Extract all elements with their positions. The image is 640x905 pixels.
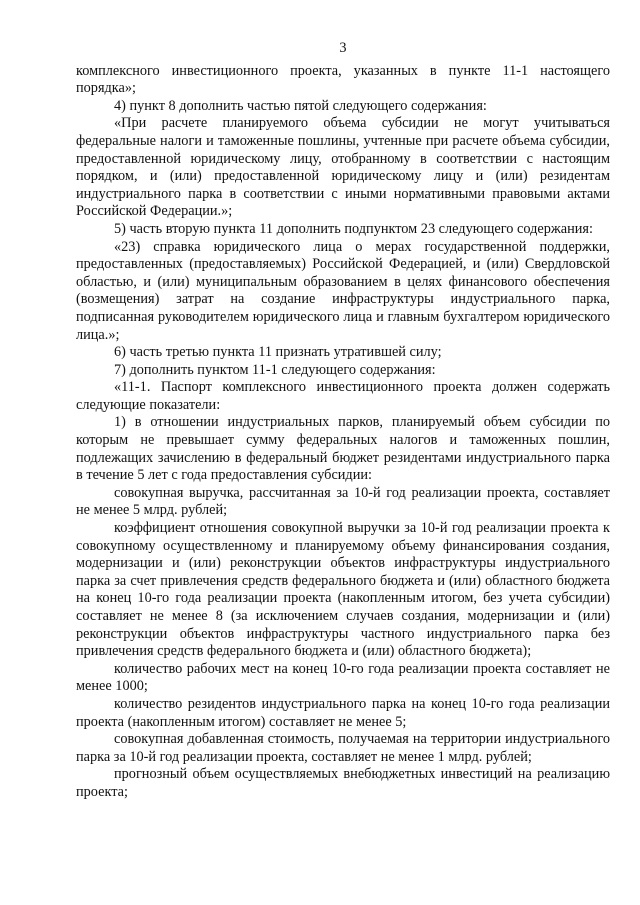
document-page	[76, 40, 610, 802]
paragraph: совокупная добавленная стоимость, получаемая на территории индустриального парка за 10-й год реализации проекта, составляет не менее 1 млрд. рублей;	[76, 731, 610, 765]
paragraph: «11-1. Паспорт комплексного инвестиционного проекта должен содержать следующие показатели:	[76, 379, 610, 413]
paragraph: 1) в отношении индустриальных парков, планируемый объем субсидии по которым не превышает сумму федеральных налогов и таможенных пошлин, подлежащих зачислению в федеральный бюджет резидентами индустриального парка в течение 5 лет с года предоставления субсидии:	[76, 414, 610, 484]
paragraph: количество резидентов индустриального парка на конец 10-го года реализации проекта (накопленным итогом) составляет не менее 5;	[76, 695, 610, 730]
paragraph: количество рабочих мест на конец 10-го года реализации проекта составляет не менее 1000;	[76, 660, 610, 695]
page-number: 3	[339, 40, 347, 56]
document-body	[76, 63, 610, 802]
paragraph: 7) дополнить пунктом 11-1 следующего содержания:	[114, 361, 436, 378]
paragraph: комплексного инвестиционного проекта, указанных в пункте 11-1 настоящего порядка»;	[76, 62, 610, 97]
paragraph: 5) часть вторую пункта 11 дополнить подпунктом 23 следующего содержания:	[114, 220, 593, 237]
paragraph: коэффициент отношения совокупной выручки за 10-й год реализации проекта к совокупному осуществленному и планируемому объему финансирования создания, модернизации и (или) реконструкции объектов инфраструктуры индустриального парка за счет привлечения средств федерального бюджета и (или) областного бюджета на конец 10-го года реализации проекта (накопленным итогом, без учета субсидии) составляет не менее 8 (за исключением случаев создания, модернизации и (или) реконструкции объектов инфраструктуры частного индустриального парка без привлечения средств федерального бюджета и (или) областного бюджета);	[76, 520, 610, 660]
paragraph: совокупная выручка, рассчитанная за 10-й год реализации проекта, составляет не менее 5 млрд. рублей;	[76, 484, 610, 519]
paragraph: прогнозный объем осуществляемых внебюджетных инвестиций на реализацию проекта;	[76, 766, 610, 800]
paragraph: 6) часть третью пункта 11 признать утратившей силу;	[114, 344, 442, 361]
paragraph: «При расчете планируемого объема субсидии не могут учитываться федеральные налоги и таможенные пошлины, учтенные при расчете объема субсидии, предоставленной юридическому лицу, отобранному в соответствии с настоящим порядком, и (или) предоставленной юридическому лицу и (или) резидентам индустриального парка в соответствии с иными нормативными правовыми актами Российской Федерации.»;	[76, 115, 610, 220]
paragraph: «23) справка юридического лица о мерах государственной поддержки, предоставленных (предоставляемых) Российской Федерацией, и (или) Свердловской областью, и (или) муниципальным образованием в целях финансового обеспечения (возмещения) затрат на создание инфраструктуры индустриального парка, подписанная руководителем юридического лица и главным бухгалтером юридического лица.»;	[76, 238, 610, 343]
paragraph: 4) пункт 8 дополнить частью пятой следующего содержания:	[114, 97, 487, 114]
